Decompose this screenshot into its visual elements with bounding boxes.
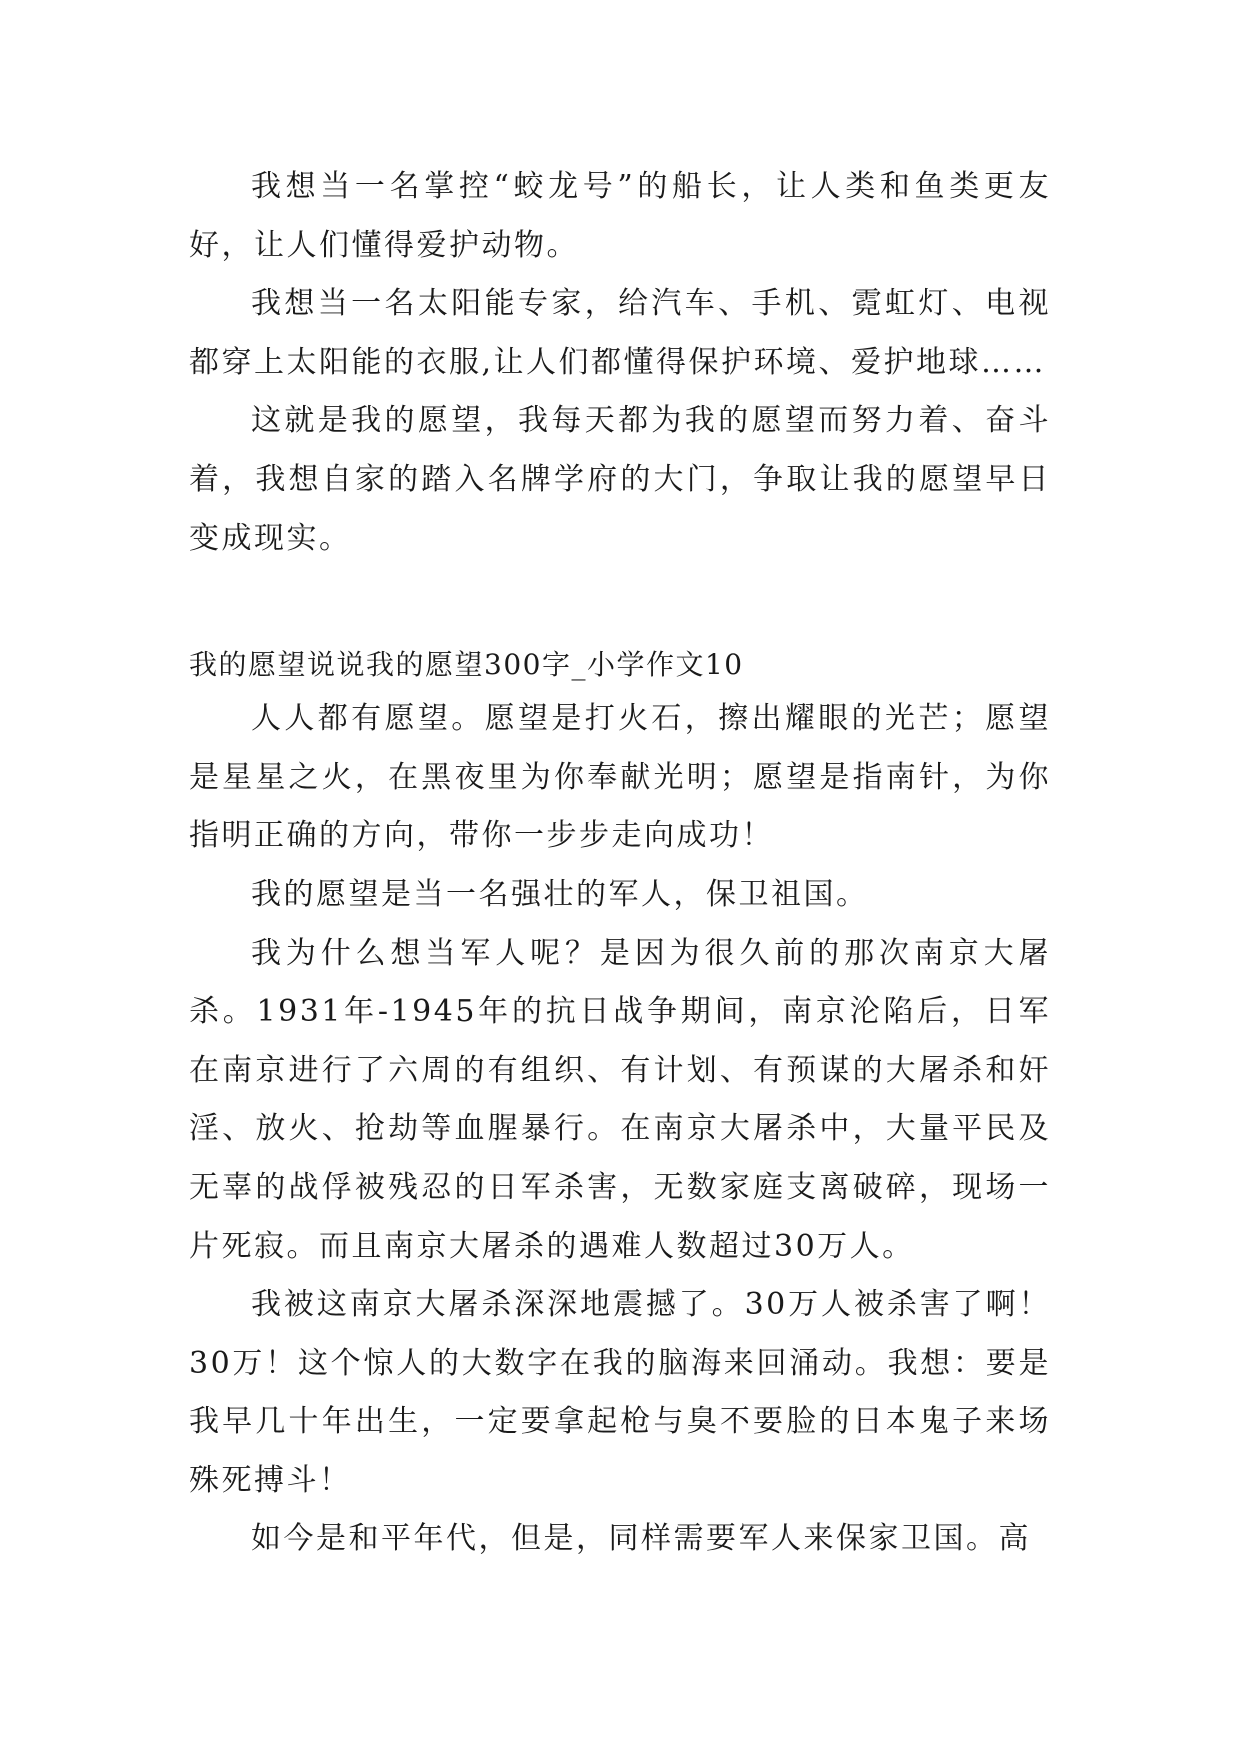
paragraph-peaceful-era: 如今是和平年代，但是，同样需要军人来保家卫国。高 bbox=[251, 1521, 1031, 1557]
section-spacer bbox=[189, 568, 1051, 640]
document-body bbox=[189, 158, 1051, 1569]
paragraph-solar-expert: 我想当一名太阳能专家，给汽车、手机、霓虹灯、电视都穿上太阳能的衣服,让人们都懂得保护环境、爱护地球…… bbox=[189, 286, 1051, 380]
paragraph-wish-reality: 这就是我的愿望，我每天都为我的愿望而努力着、奋斗着，我想自家的踏入名牌学府的大门，争取让我的愿望早日变成现实。 bbox=[189, 403, 1051, 556]
paragraph-nanjing-history: 我为什么想当军人呢？是因为很久前的那次南京大屠杀。1931年-1945年的抗日战争期间，南京沦陷后，日军在南京进行了六周的有组织、有计划、有预谋的大屠杀和奸淫、放火、抢劫等血腥暴行。在南京大屠杀中，大量平民及无辜的战俘被残忍的日军杀害，无数家庭支离破碎，现场一片死寂。而且南京大屠杀的遇难人数超过30万人。 bbox=[189, 935, 1051, 1264]
paragraph-jiaolong-captain: 我想当一名掌控“蛟龙号”的船长，让人类和鱼类更友好，让人们懂得爱护动物。 bbox=[189, 169, 1051, 263]
paragraph-everyone-has-wish: 人人都有愿望。愿望是打火石，擦出耀眼的光芒；愿望是星星之火，在黑夜里为你奉献光明；愿望是指南针，为你指明正确的方向，带你一步步走向成功！ bbox=[189, 701, 1051, 854]
paragraph-deeply-moved: 我被这南京大屠杀深深地震撼了。30万人被杀害了啊！30万！这个惊人的大数字在我的脑海来回涌动。我想：要是我早几十年出生，一定要拿起枪与臭不要脸的日本鬼子来场殊死搏斗！ bbox=[189, 1287, 1051, 1498]
paragraph-soldier-wish: 我的愿望是当一名强壮的军人，保卫祖国。 bbox=[251, 876, 869, 912]
article-heading: 我的愿望说说我的愿望300字_小学作文10 bbox=[189, 648, 744, 682]
